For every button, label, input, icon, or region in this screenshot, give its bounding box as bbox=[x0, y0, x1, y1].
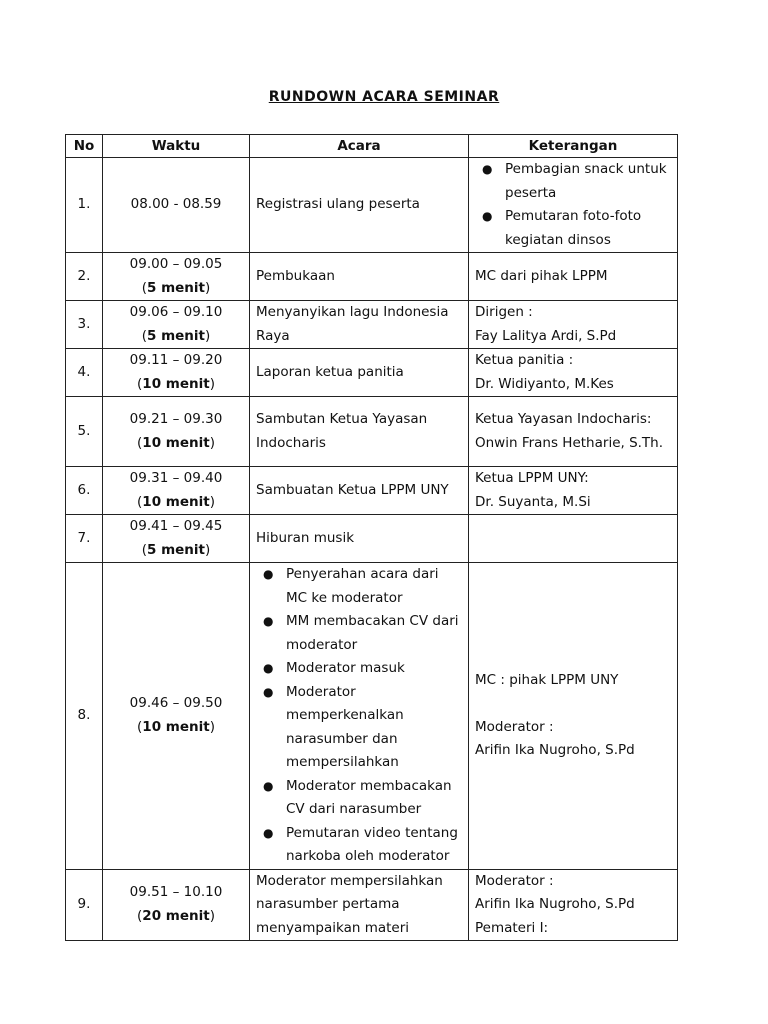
row-keterangan: MC : pihak LPPM UNY Moderator : Arifin Ika Nugroho, S.Pd bbox=[469, 563, 678, 870]
row-keterangan bbox=[469, 158, 678, 253]
bullet-icon: ● bbox=[263, 778, 274, 793]
row-number: 1. bbox=[66, 158, 103, 253]
list-item: ● Pemutaran video tentang narkoba oleh moderator bbox=[286, 822, 462, 869]
list-item: ● Pemutaran foto-foto kegiatan dinsos bbox=[505, 205, 671, 252]
row-number: 3. bbox=[66, 301, 103, 349]
table-row bbox=[66, 349, 678, 397]
row-keterangan: Ketua panitia : Dr. Widiyanto, M.Kes bbox=[469, 349, 678, 397]
table-row bbox=[66, 869, 678, 941]
row-acara: Menyanyikan lagu Indonesia Raya bbox=[250, 301, 469, 349]
bullet-icon: ● bbox=[482, 162, 493, 176]
table-row bbox=[66, 563, 678, 870]
list-item: ● Moderator memperkenalkan narasumber dan mempersilahkan bbox=[286, 681, 462, 775]
duration: (10 menit) bbox=[137, 375, 215, 392]
row-number: 7. bbox=[66, 515, 103, 563]
row-time bbox=[103, 563, 250, 870]
duration: (5 menit) bbox=[141, 279, 211, 296]
time-range: 08.00 - 08.59 bbox=[130, 196, 222, 213]
bullet-icon: ● bbox=[482, 209, 493, 223]
rundown-table bbox=[65, 134, 678, 941]
row-acara: Hiburan musik bbox=[250, 515, 469, 563]
duration: (5 menit) bbox=[141, 541, 211, 558]
time-range: 09.41 – 09.45 bbox=[129, 518, 223, 534]
list-item: ● Pembagian snack untuk peserta bbox=[505, 158, 671, 205]
bullet-icon: ● bbox=[263, 661, 274, 675]
row-acara: Sambuatan Ketua LPPM UNY bbox=[250, 467, 469, 515]
table-row bbox=[66, 397, 678, 467]
header-no: No bbox=[66, 135, 103, 158]
table-row bbox=[66, 158, 678, 253]
header-acara: Acara bbox=[250, 135, 469, 158]
row-number: 9. bbox=[66, 869, 103, 941]
row-keterangan bbox=[469, 515, 678, 563]
table-row bbox=[66, 467, 678, 515]
row-acara bbox=[250, 563, 469, 870]
table-row bbox=[66, 253, 678, 301]
row-time bbox=[103, 397, 250, 467]
row-acara: Registrasi ulang peserta bbox=[250, 158, 469, 253]
row-keterangan: MC dari pihak LPPM bbox=[469, 253, 678, 301]
time-range: 09.00 – 09.05 bbox=[129, 256, 223, 272]
bullet-icon: ● bbox=[263, 614, 274, 628]
row-keterangan: Dirigen : Fay Lalitya Ardi, S.Pd bbox=[469, 301, 678, 349]
row-number: 6. bbox=[66, 467, 103, 515]
table-header-row bbox=[66, 135, 678, 158]
duration: (20 menit) bbox=[137, 907, 215, 924]
time-range: 09.11 – 09.20 bbox=[129, 352, 223, 368]
row-keterangan: Ketua Yayasan Indocharis: Onwin Frans Hetharie, S.Th. bbox=[469, 397, 678, 467]
bullet-icon: ● bbox=[263, 825, 274, 840]
document-title: RUNDOWN ACARA SEMINAR bbox=[268, 89, 500, 105]
time-range: 09.46 – 09.50 bbox=[129, 695, 223, 712]
row-acara: Laporan ketua panitia bbox=[250, 349, 469, 397]
row-time bbox=[103, 467, 250, 515]
row-acara: Sambutan Ketua Yayasan Indocharis bbox=[250, 397, 469, 467]
row-acara: Moderator mempersilahkan narasumber pertama menyampaikan materi bbox=[250, 869, 469, 941]
duration: (5 menit) bbox=[141, 327, 211, 344]
list-item: ● MM membacakan CV dari moderator bbox=[286, 610, 462, 657]
row-keterangan: Ketua LPPM UNY: Dr. Suyanta, M.Si bbox=[469, 467, 678, 515]
time-range: 09.51 – 10.10 bbox=[129, 884, 223, 901]
row-number: 5. bbox=[66, 397, 103, 467]
row-time bbox=[103, 253, 250, 301]
list-item: ● Moderator masuk bbox=[286, 657, 462, 681]
header-waktu: Waktu bbox=[103, 135, 250, 158]
row-time bbox=[103, 158, 250, 253]
bullet-icon: ● bbox=[263, 567, 274, 581]
time-range: 09.31 – 09.40 bbox=[129, 470, 223, 486]
row-time bbox=[103, 301, 250, 349]
table-row bbox=[66, 301, 678, 349]
row-number: 8. bbox=[66, 563, 103, 870]
row-time bbox=[103, 349, 250, 397]
duration: (10 menit) bbox=[137, 718, 215, 735]
time-range: 09.21 – 09.30 bbox=[129, 411, 223, 427]
time-range: 09.06 – 09.10 bbox=[129, 304, 223, 320]
header-keterangan: Keterangan bbox=[469, 135, 678, 158]
row-time bbox=[103, 869, 250, 941]
list-item: ● Moderator membacakan CV dari narasumber bbox=[286, 775, 462, 822]
row-keterangan: Moderator : Arifin Ika Nugroho, S.Pd Pemateri I: bbox=[469, 869, 678, 941]
duration: (10 menit) bbox=[137, 434, 215, 451]
row-time bbox=[103, 515, 250, 563]
row-number: 2. bbox=[66, 253, 103, 301]
duration: (10 menit) bbox=[137, 493, 215, 510]
row-acara: Pembukaan bbox=[250, 253, 469, 301]
bullet-icon: ● bbox=[263, 684, 274, 699]
list-item: ● Penyerahan acara dari MC ke moderator bbox=[286, 563, 462, 610]
table-row bbox=[66, 515, 678, 563]
row-number: 4. bbox=[66, 349, 103, 397]
